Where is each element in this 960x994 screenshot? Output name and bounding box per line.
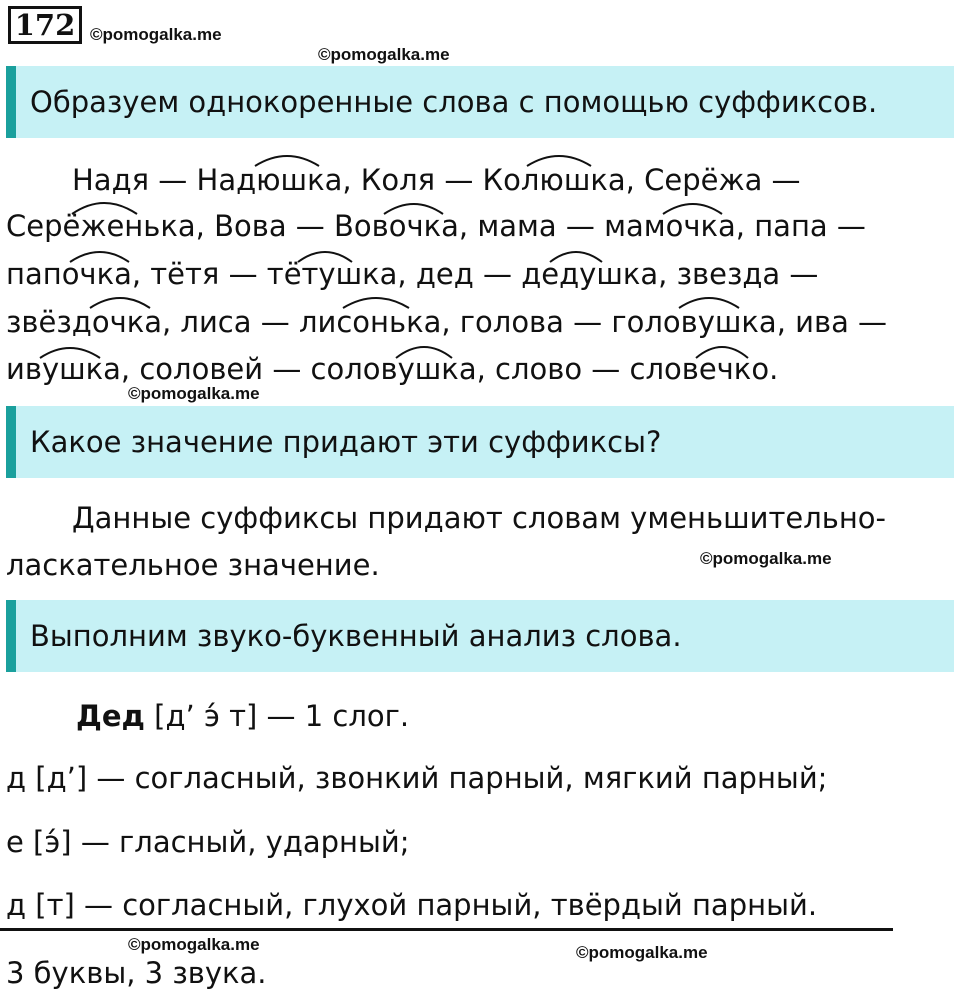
summary-line: 3 буквы, 3 звука. [6,956,267,990]
heading-text: Образуем однокоренные слова с помощью суффиксов. [30,85,878,119]
watermark: ©pomogalka.me [700,549,832,568]
watermark: ©pomogalka.me [90,25,222,44]
heading-text: Какое значение придают эти суффиксы? [30,425,662,459]
transcription-line [76,696,409,736]
task-number: 172 [8,6,82,44]
heading-text: Выполним звуко-буквенный анализ слова. [30,619,682,653]
text-line: Надя — Надюшка, Коля — Колюшка, Серёжа — [72,163,801,197]
watermark: ©pomogalka.me [576,943,708,962]
text-line: Серёженька, Вова — Вовочка, мама — мамочка, папа — [6,209,866,243]
divider [0,928,893,931]
analysis-line: е [э́] — гласный, ударный; [6,825,410,859]
watermark: ©pomogalka.me [128,384,260,403]
transcription: [д’ э́ т] — 1 слог. [144,699,410,733]
text-line: ласкательное значение. [6,548,380,582]
section-heading-3 [6,600,954,672]
analysis-line: д [д’] — согласный, звонкий парный, мягкий парный; [6,761,828,795]
section-heading-1 [6,66,954,138]
watermark: ©pomogalka.me [128,935,260,954]
section-heading-2 [6,406,954,478]
text-line: ивушка, соловей — соловушка, слово — словечко. [6,352,779,386]
watermark: ©pomogalka.me [318,45,450,64]
text-line: Данные суффиксы придают словам уменьшительно- [72,501,887,535]
analyzed-word: Дед [76,699,145,733]
text-line: папочка, тётя — тётушка, дед — дедушка, звезда — [6,257,819,291]
analysis-line: д [т] — согласный, глухой парный, твёрдый парный. [6,888,818,922]
text-line: звёздочка, лиса — лисонька, голова — головушка, ива — [6,305,888,339]
